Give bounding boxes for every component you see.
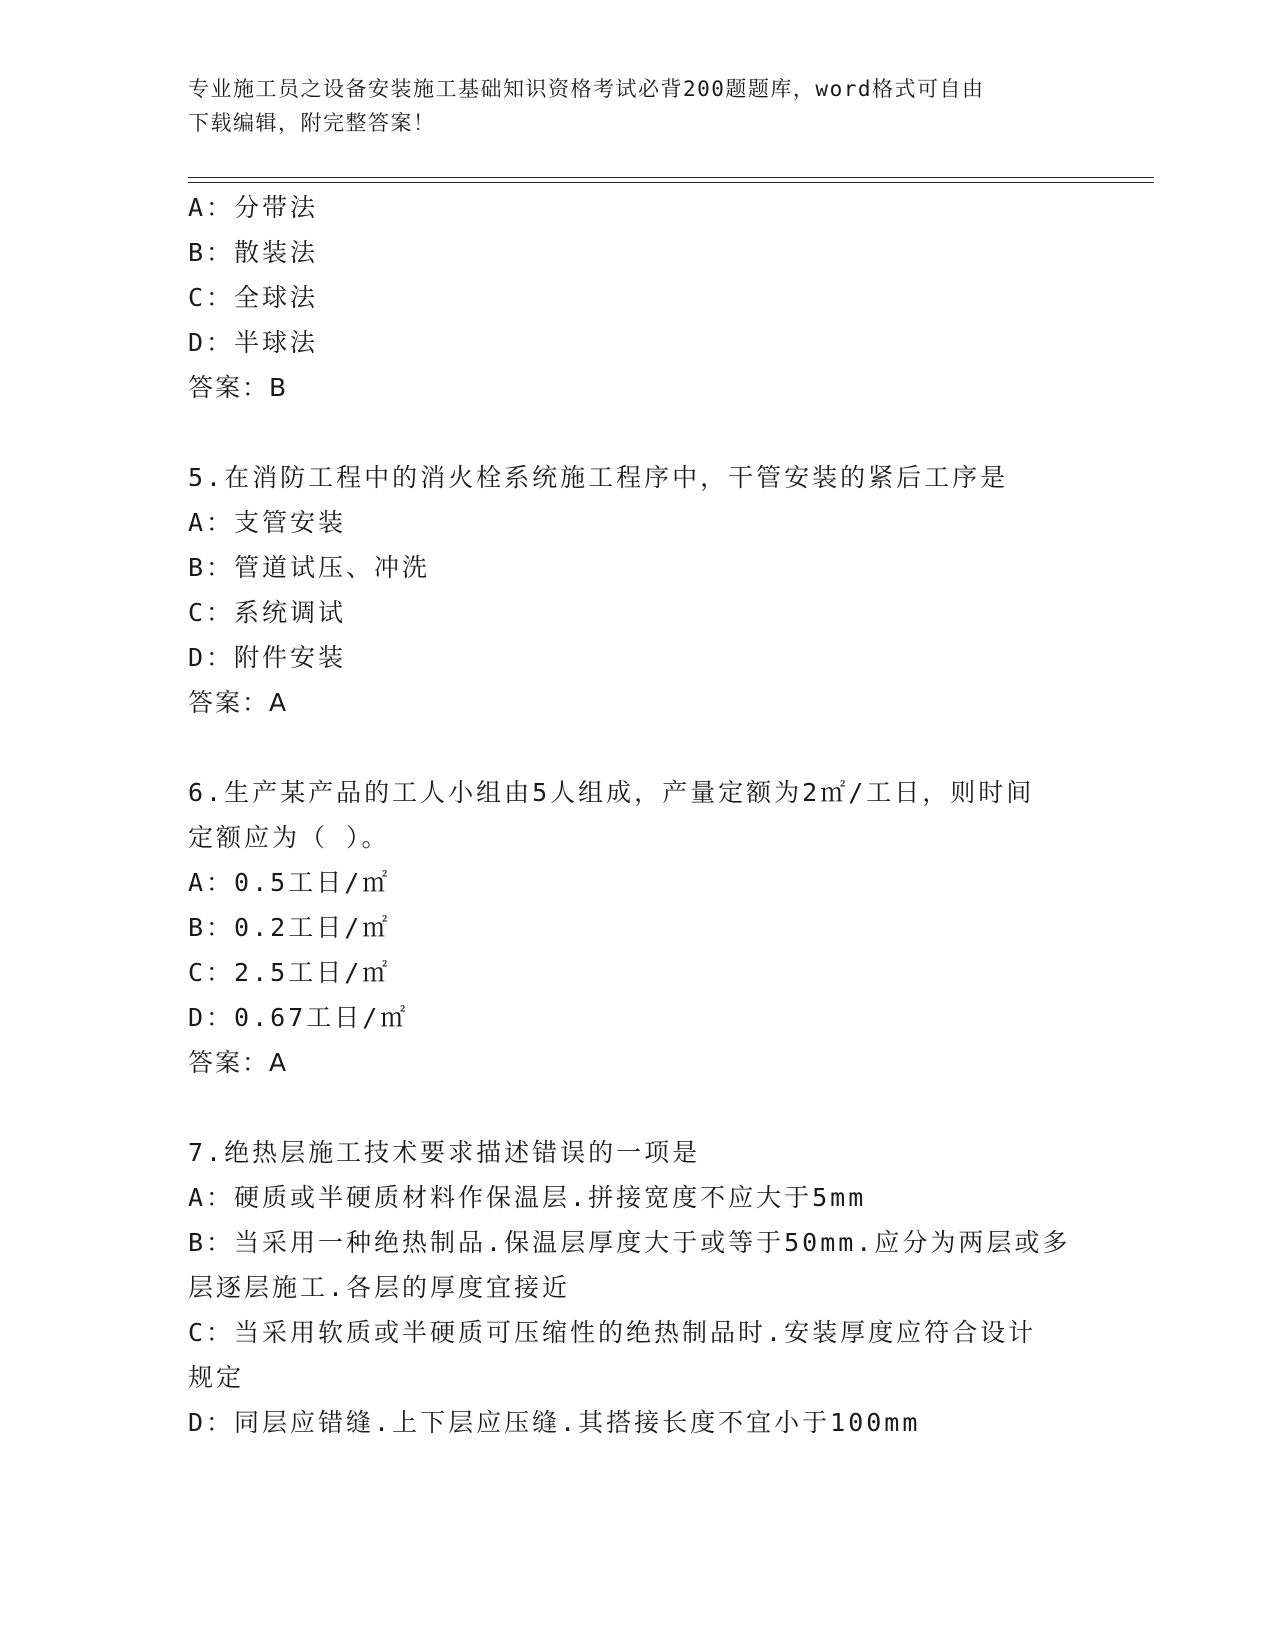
q4-option-a: A：分带法	[188, 193, 319, 222]
q6-question-line-2: 定额应为（ ）。	[188, 823, 390, 852]
q6-answer: 答案：A	[188, 1048, 289, 1077]
q5-option-b: B：管道试压、冲洗	[188, 553, 431, 582]
q4-option-b: B：散装法	[188, 238, 319, 267]
q4-answer: 答案：B	[188, 373, 289, 402]
document-header	[188, 72, 1088, 140]
q6-option-c: C：2.5工日/㎡	[188, 958, 391, 987]
q7-option-d: D：同层应错缝.上下层应压缝.其搭接长度不宜小于100mm	[188, 1408, 921, 1437]
q6-option-b: B：0.2工日/㎡	[188, 913, 391, 942]
q5-option-d: D：附件安装	[188, 643, 347, 672]
q7-option-c-line-1: C：当采用软质或半硬质可压缩性的绝热制品时.安装厚度应符合设计	[188, 1318, 1037, 1347]
q6-option-d: D：0.67工日/㎡	[188, 1003, 409, 1032]
q7-question: 7.绝热层施工技术要求描述错误的一项是	[188, 1138, 701, 1167]
q4-option-c: C：全球法	[188, 283, 319, 312]
header-divider-top	[188, 177, 1154, 178]
q5-option-c: C：系统调试	[188, 598, 347, 627]
q7-option-b-line-1: B：当采用一种绝热制品.保温层厚度大于或等于50mm.应分为两层或多	[188, 1228, 1071, 1257]
header-title-line-1: 专业施工员之设备安装施工基础知识资格考试必背200题题库，word格式可自由	[188, 77, 985, 101]
q5-option-a: A：支管安装	[188, 508, 347, 537]
header-divider-bottom	[188, 182, 1154, 183]
header-title-line-2: 下载编辑，附完整答案！	[188, 111, 436, 135]
q6-option-a: A：0.5工日/㎡	[188, 868, 391, 897]
q7-option-b-line-2: 层逐层施工.各层的厚度宜接近	[188, 1273, 571, 1302]
q5-answer: 答案：A	[188, 688, 289, 717]
q7-option-c-line-2: 规定	[188, 1363, 245, 1392]
q5-question: 5.在消防工程中的消火栓系统施工程序中，干管安装的紧后工序是	[188, 463, 1009, 492]
q6-question-line-1: 6.生产某产品的工人小组由5人组成，产量定额为2㎡/工日，则时间	[188, 778, 1035, 807]
q7-option-a: A：硬质或半硬质材料作保温层.拼接宽度不应大于5mm	[188, 1183, 867, 1212]
q4-option-d: D：半球法	[188, 328, 319, 357]
